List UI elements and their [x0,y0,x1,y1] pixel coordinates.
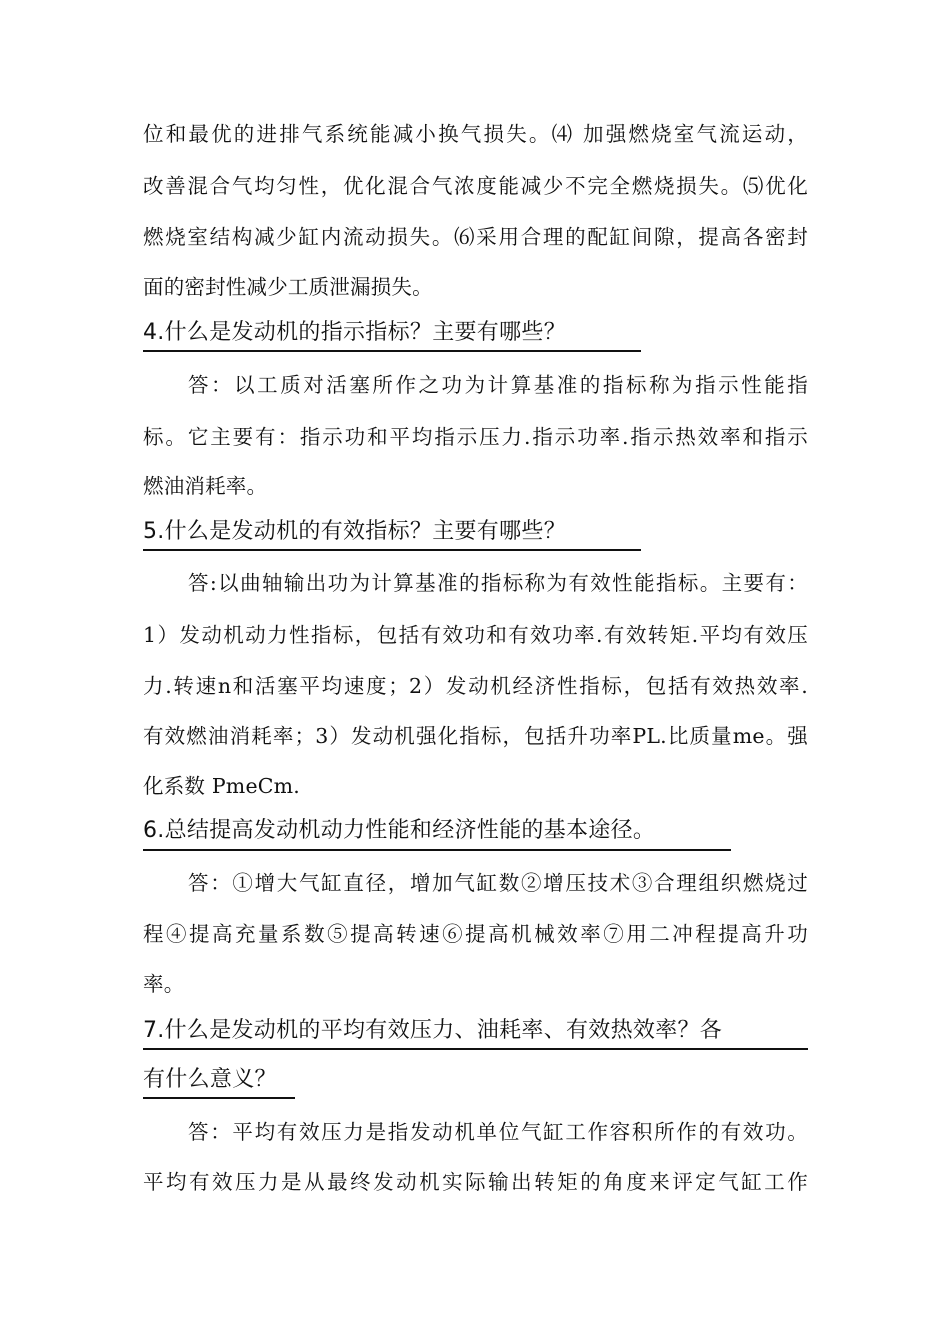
text-line: 1）发动机动力性指标，包括有效功和有效功率.有效转矩.平均有效压 [143,623,808,647]
text-line: 面的密封性减少工质泄漏损失。 [143,275,433,299]
text-line: 有效燃油消耗率；3）发动机强化指标，包括升功率PL.比质量me。强 [143,724,808,748]
text-line: 标。它主要有：指示功和平均指示压力.指示功率.指示热效率和指示 [143,425,808,449]
text-line: 改善混合气均匀性，优化混合气浓度能减少不完全燃烧损失。⑸优化 [143,174,808,198]
question-6-heading: 6.总结提高发动机动力性能和经济性能的基本途径。 [143,818,656,843]
question-5-heading: 5.什么是发动机的有效指标？主要有哪些？ [143,519,566,544]
text-line: 答:以曲轴输出功为计算基准的指标称为有效性能指标。主要有： [188,571,808,595]
text-line: 燃烧室结构减少缸内流动损失。⑹采用合理的配缸间隙，提高各密封 [143,225,808,249]
text-line: 答：平均有效压力是指发动机单位气缸工作容积所作的有效功。 [188,1120,808,1144]
text-line: 燃油消耗率。 [143,474,268,498]
heading-underline [143,350,641,352]
text-line: 答：以工质对活塞所作之功为计算基准的指标称为指示性能指 [188,373,808,397]
text-line: 化系数 PmeCm. [143,774,301,798]
question-4-heading: 4.什么是发动机的指示指标？主要有哪些？ [143,320,566,345]
text-line: 位和最优的进排气系统能减小换气损失。⑷ 加强燃烧室气流运动， [143,122,808,146]
question-7-heading-cont: 有什么意义？ [143,1067,277,1092]
heading-underline [143,1097,295,1099]
text-line: 程④提高充量系数⑤提高转速⑥提高机械效率⑦用二冲程提高升功 [143,922,808,946]
text-line: 平均有效压力是从最终发动机实际输出转矩的角度来评定气缸工作 [143,1170,808,1194]
text-line: 答：①增大气缸直径，增加气缸数②增压技术③合理组织燃烧过 [188,871,808,895]
question-7-heading: 7.什么是发动机的平均有效压力、油耗率、有效热效率？各 [143,1018,723,1043]
heading-underline [143,1048,808,1050]
heading-underline [143,549,641,551]
text-line: 力.转速n和活塞平均速度；2）发动机经济性指标，包括有效热效率. [143,674,808,698]
text-line: 率。 [143,972,185,996]
heading-underline [143,849,731,851]
